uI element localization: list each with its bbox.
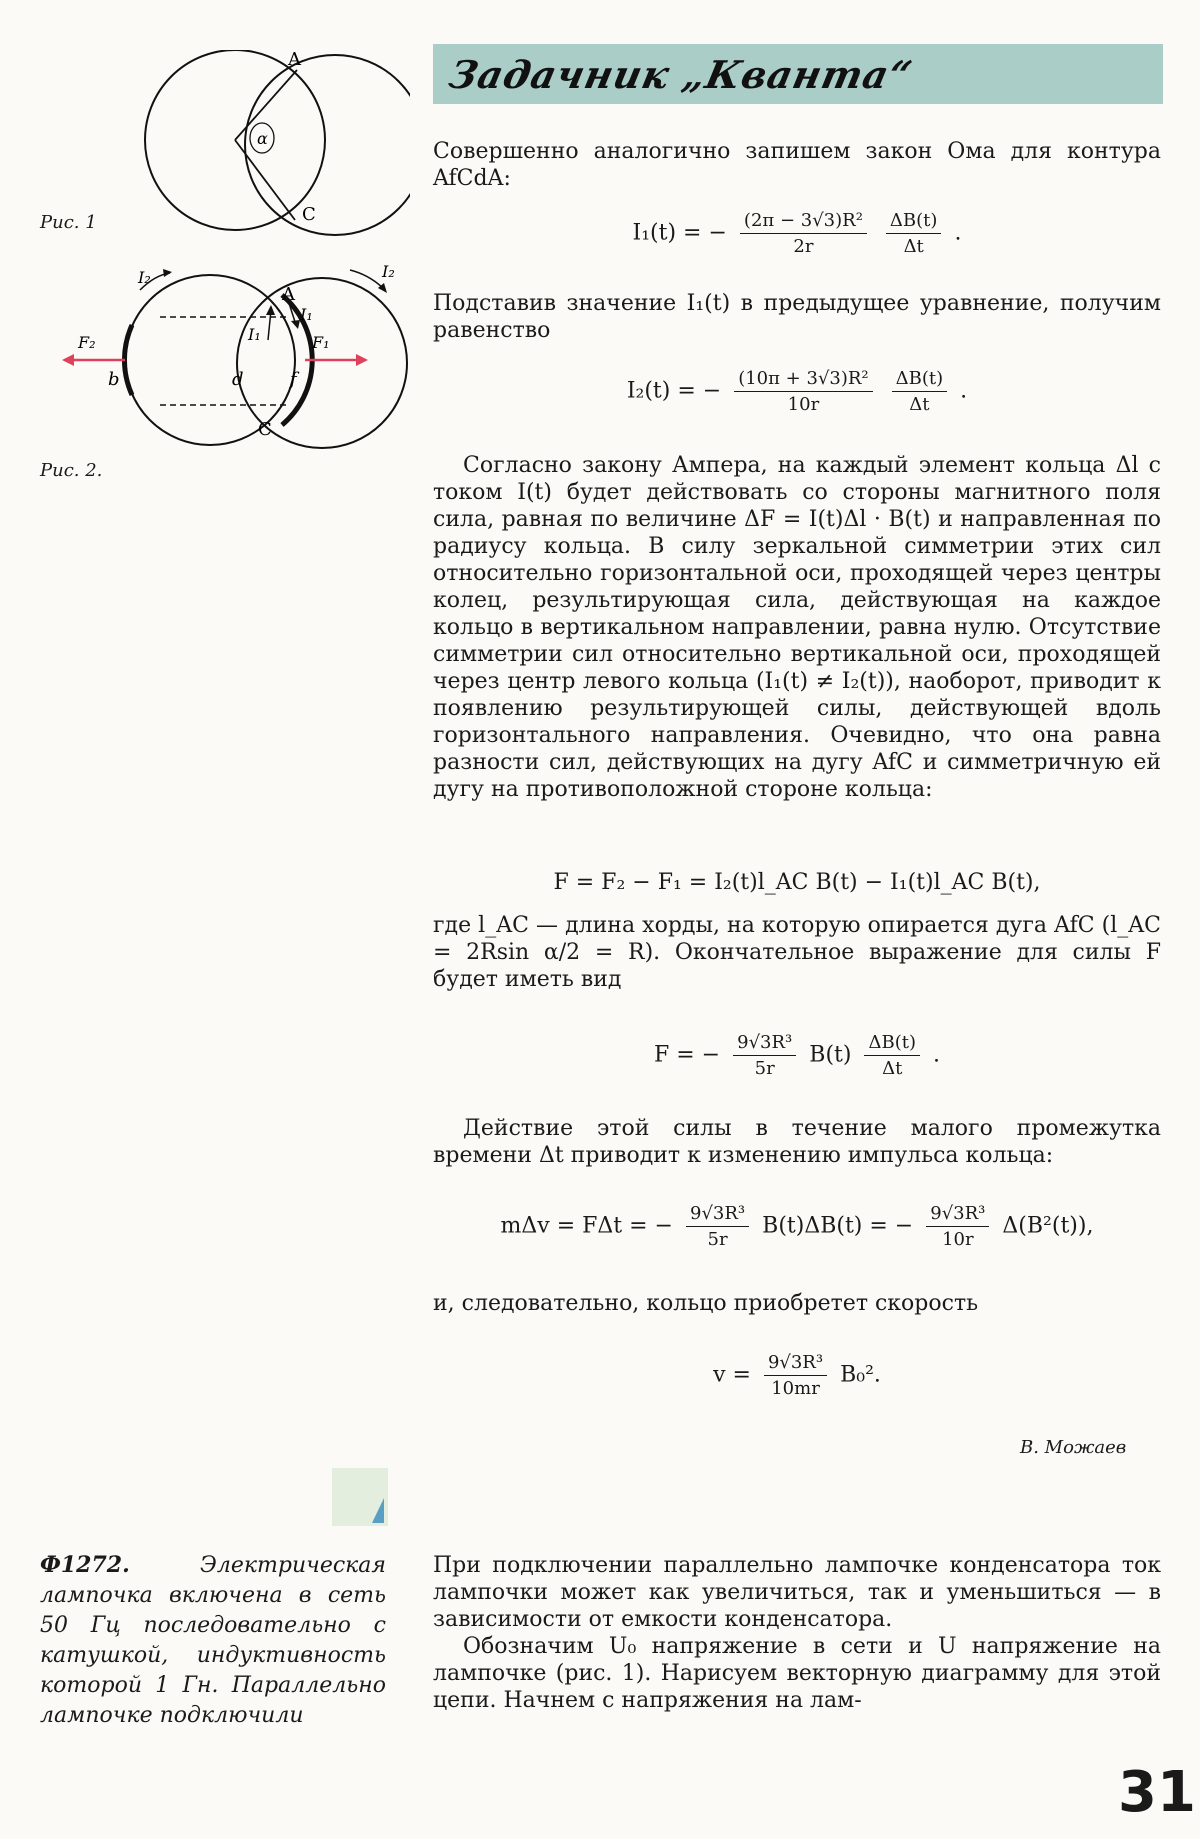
eq4-num1: 9√3R³ xyxy=(733,1032,796,1056)
eq6-den1: 10mr xyxy=(771,1378,820,1399)
figure-2 xyxy=(60,255,410,455)
eq5-den1: 5r xyxy=(707,1229,728,1250)
fig2-label-f: f xyxy=(290,369,297,390)
section-marker xyxy=(332,1468,388,1526)
eq4-mid: B(t) xyxy=(809,1042,852,1068)
marker-triangle-icon xyxy=(332,1468,388,1526)
fig2-label-i1-center: I₁ xyxy=(248,325,261,344)
paragraph-5: Действие этой силы в течение малого промежутка времени Δt приводит к изменению импульса кольца: xyxy=(433,1116,1161,1168)
eq4-lhs: F = − xyxy=(654,1042,721,1068)
task-number: Ф1272. xyxy=(40,1552,130,1578)
eq1-num2: ΔB(t) xyxy=(886,210,942,234)
fig2-caption: Рис. 2. xyxy=(40,460,103,481)
eq1-den2: Δt xyxy=(903,236,924,257)
equation-4 xyxy=(433,1032,1161,1079)
solution-paragraph-1: При подключении параллельно лампочке конденсатора ток лампочки может как увеличиться, так и уменьшиться — в зависимости от емкости конденсатора. xyxy=(433,1553,1161,1632)
fig1-caption: Рис. 1 xyxy=(40,212,97,233)
eq1-end: . xyxy=(954,220,962,246)
figure-1 xyxy=(90,50,410,250)
eq4-den1: 5r xyxy=(754,1058,775,1079)
paragraph-1: Совершенно аналогично запишем закон Ома для контура AfCdA: xyxy=(433,139,1161,191)
fig2-label-f2: F₂ xyxy=(78,333,96,352)
eq6-end: B₀². xyxy=(840,1362,881,1388)
eq2-den1: 10r xyxy=(787,394,820,415)
fig1-label-alpha: α xyxy=(257,129,268,148)
task-statement xyxy=(40,1550,386,1731)
equation-5 xyxy=(433,1203,1161,1250)
eq5-num2: 9√3R³ xyxy=(926,1203,989,1227)
eq6-num1: 9√3R³ xyxy=(764,1352,827,1376)
fig2-label-b: b xyxy=(108,369,120,390)
paragraph-3: Согласно закону Ампера, на каждый элемент кольца Δl с током I(t) будет действовать со стороны магнитного поля сила, равная по величине ΔF = I(t)Δl · B(t) и направленная по радиусу кольца. В силу зеркальной симметрии этих сил относительно горизонтальной оси, проходящей через центры колец, результирующая сила, действующая на каждое кольцо в вертикальном направлении, равна нулю. Отсутствие симметрии сил относительно вертикальной оси, проходящей через центр левого кольца (I₁(t) ≠ I₂(t)), наоборот, приводит к появлению результирующей силы, действующей вдоль горизонтального направления. Очевидно, что она равна разности сил, действующих на дугу AfC и симметричную ей дугу на противоположной стороне кольца: xyxy=(433,453,1161,802)
eq5-den2: 10r xyxy=(942,1229,974,1250)
fig2-label-c: C xyxy=(258,419,272,440)
fig1-label-a: A xyxy=(288,50,301,70)
eq4-den2: Δt xyxy=(882,1058,903,1079)
task-text: Электрическая лампочка включена в сеть 50 Гц последовательно с катушкой, индуктивность которой 1 Гн. Параллельно лампочке подключили xyxy=(40,1553,386,1728)
eq5-lhs: mΔv = FΔt = − xyxy=(500,1213,673,1239)
fig1-right-circle xyxy=(245,55,410,235)
eq5-mid: B(t)ΔB(t) = − xyxy=(762,1213,914,1239)
equation-6 xyxy=(433,1352,1161,1399)
eq5-num1: 9√3R³ xyxy=(686,1203,749,1227)
eq2-num1: (10π + 3√3)R² xyxy=(734,368,872,392)
eq2-lhs: I₂(t) = − xyxy=(626,378,722,404)
solution-paragraph-2: Обозначим U₀ напряжение в сети и U напряжение на лампочке (рис. 1). Нарисуем векторную диаграмму для этой цепи. Начнем с напряжения на лам- xyxy=(433,1634,1161,1713)
eq2-den2: Δt xyxy=(909,394,930,415)
paragraph-2: Подставив значение I₁(t) в предыдущее уравнение, получим равенство xyxy=(433,291,1161,343)
eq5-end: Δ(B²(t)), xyxy=(1002,1213,1094,1239)
fig1-label-c: C xyxy=(302,204,316,225)
eq1-lhs: I₁(t) = − xyxy=(632,220,727,246)
fig2-label-i2-left: I₂ xyxy=(138,268,151,287)
eq1-den1: 2r xyxy=(793,236,814,257)
eq2-end: . xyxy=(960,378,968,404)
fig2-label-i2-right: I₂ xyxy=(382,262,395,281)
fig2-label-f1: F₁ xyxy=(312,333,330,352)
banner-title: Задачник „Кванта“ xyxy=(445,52,917,97)
page-number: 31 xyxy=(1118,1760,1196,1825)
paragraph-6: и, следовательно, кольцо приобретет скорость xyxy=(433,1291,979,1316)
equation-1 xyxy=(433,210,1161,257)
fig2-label-d: d xyxy=(232,369,244,390)
equation-2 xyxy=(433,368,1161,415)
eq2-num2: ΔB(t) xyxy=(892,368,948,392)
author-signature: В. Можаев xyxy=(1020,1437,1127,1458)
eq4-num2: ΔB(t) xyxy=(864,1032,920,1056)
paragraph-4: где l_AC — длина хорды, на которую опирается дуга AfC (l_AC = 2Rsin α/2 = R). Окончательное выражение для силы F будет иметь вид xyxy=(433,913,1161,992)
equation-3: F = F₂ − F₁ = I₂(t)l_AC B(t) − I₁(t)l_AC B(t), xyxy=(553,870,1041,895)
fig2-label-a: A xyxy=(282,284,295,305)
eq4-end: . xyxy=(932,1042,940,1068)
fig2-label-i1-right: I₁ xyxy=(300,305,313,324)
eq1-num1: (2π − 3√3)R² xyxy=(740,210,867,234)
eq6-lhs: v = xyxy=(713,1362,751,1388)
